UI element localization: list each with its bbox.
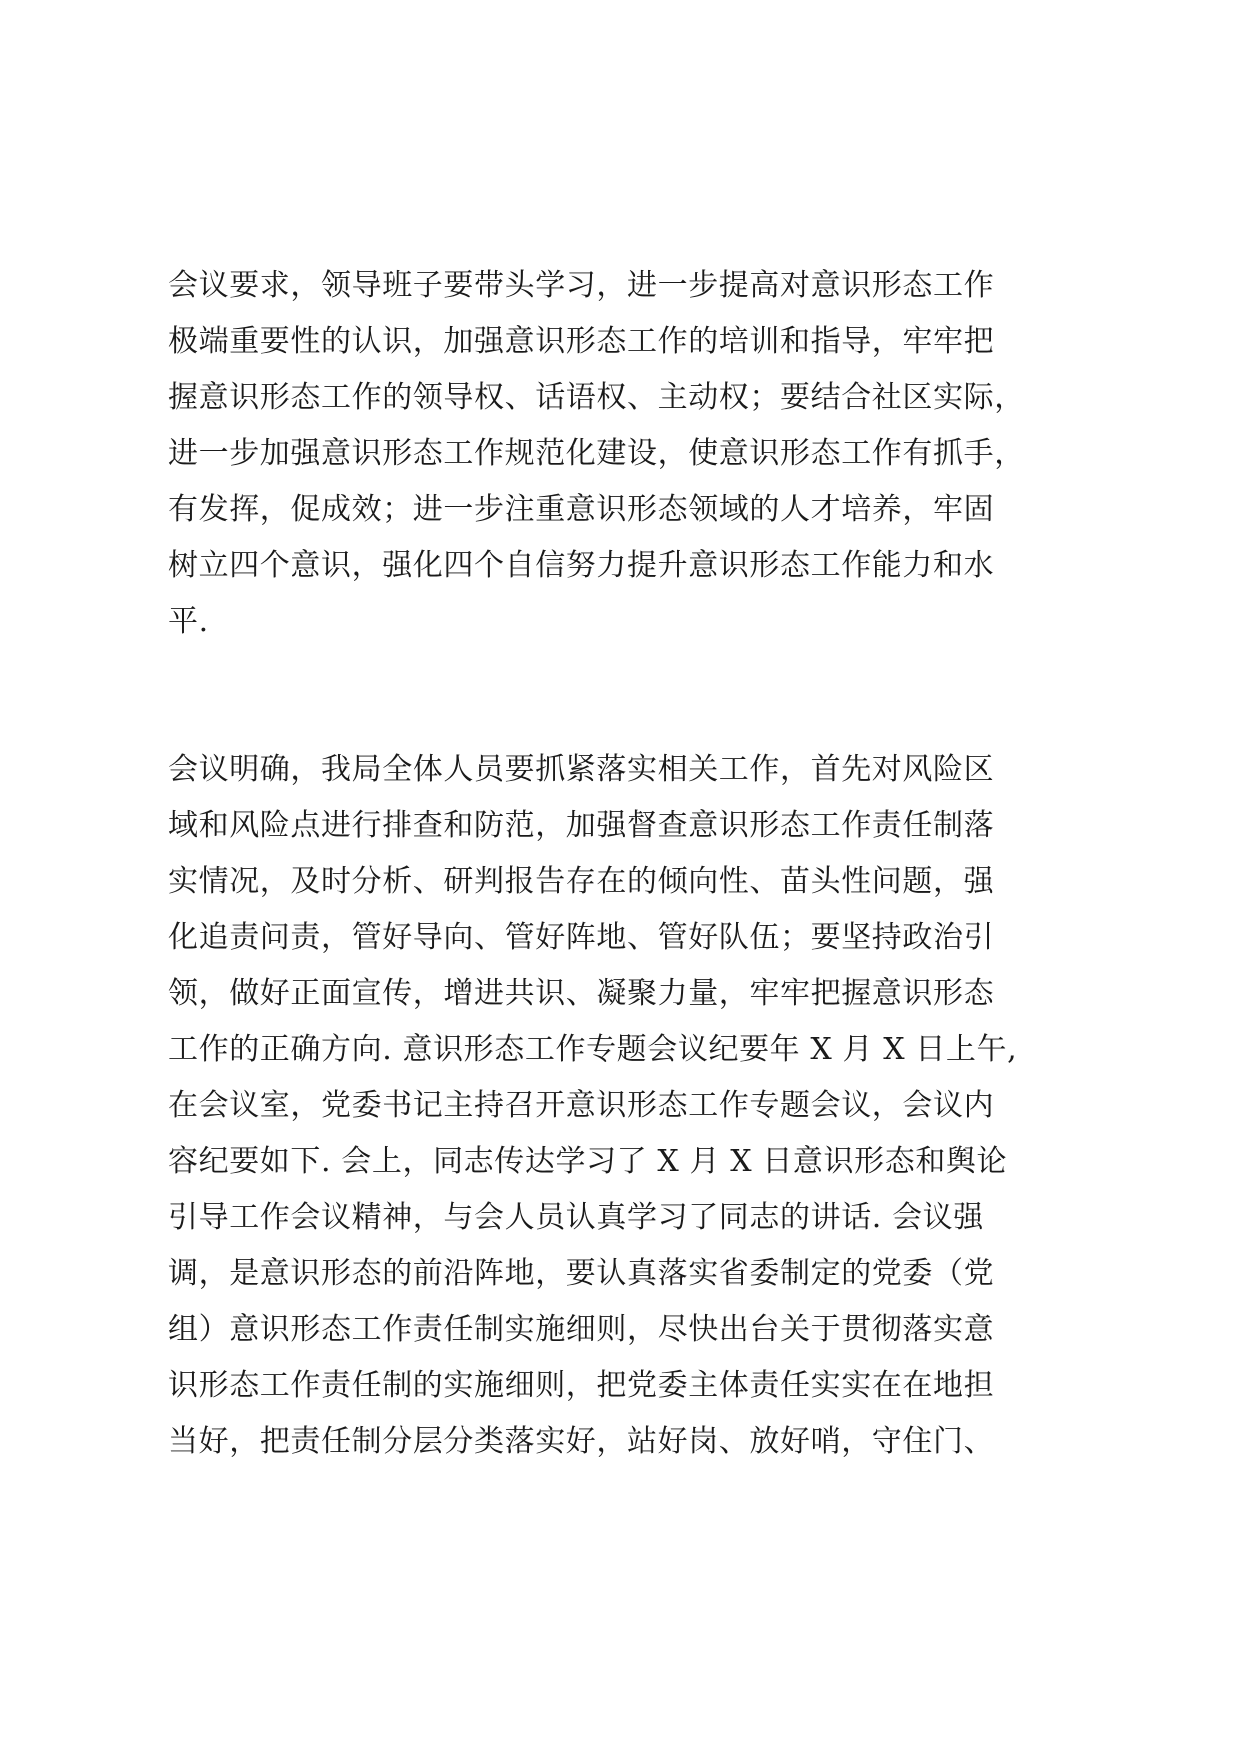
- paragraph-requirements: [168, 258, 1078, 650]
- text-line: 容纪要如下. 会上，同志传达学习了 X 月 X 日意识形态和舆论: [168, 1144, 1008, 1179]
- text-line: 极端重要性的认识，加强意识形态工作的培训和指导，牢牢把: [168, 324, 995, 359]
- text-line: 识形态工作责任制的实施细则，把党委主体责任实实在在地担: [168, 1368, 995, 1403]
- text-line: 化追责问责，管好导向、管好阵地、管好队伍；要坚持政治引: [168, 920, 995, 955]
- text-line: 域和风险点进行排查和防范，加强督查意识形态工作责任制落: [168, 808, 995, 843]
- text-line: 领，做好正面宣传，增进共识、凝聚力量，牢牢把握意识形态: [168, 976, 995, 1011]
- text-line: 树立四个意识，强化四个自信努力提升意识形态工作能力和水: [168, 548, 995, 583]
- text-line: 当好，把责任制分层分类落实好，站好岗、放好哨，守住门、: [168, 1424, 995, 1459]
- paragraph-clarifications: [168, 742, 1078, 1526]
- document-body: [168, 258, 1078, 1526]
- text-line: 调，是意识形态的前沿阵地，要认真落实省委制定的党委（党: [168, 1256, 995, 1291]
- text-line: 握意识形态工作的领导权、话语权、主动权；要结合社区实际，: [168, 380, 1025, 415]
- paragraph-spacer: [168, 650, 1078, 742]
- text-line: 会议要求，领导班子要带头学习，进一步提高对意识形态工作: [168, 268, 995, 303]
- text-line: 会议明确，我局全体人员要抓紧落实相关工作，首先对风险区: [168, 752, 995, 787]
- text-line: 引导工作会议精神，与会人员认真学习了同志的讲话. 会议强: [168, 1200, 984, 1235]
- text-line: 工作的正确方向. 意识形态工作专题会议纪要年 X 月 X 日上午,: [168, 1032, 1018, 1067]
- text-line: 在会议室，党委书记主持召开意识形态工作专题会议，会议内: [168, 1088, 995, 1123]
- text-line: [168, 1470, 1078, 1526]
- text-line: 组）意识形态工作责任制实施细则，尽快出台关于贯彻落实意: [168, 1312, 995, 1347]
- text-line: 平.: [168, 604, 209, 639]
- text-line: 实情况，及时分析、研判报告存在的倾向性、苗头性问题，强: [168, 864, 995, 899]
- text-line: 进一步加强意识形态工作规范化建设，使意识形态工作有抓手，: [168, 436, 1025, 471]
- text-line: 有发挥，促成效；进一步注重意识形态领域的人才培养，牢固: [168, 492, 995, 527]
